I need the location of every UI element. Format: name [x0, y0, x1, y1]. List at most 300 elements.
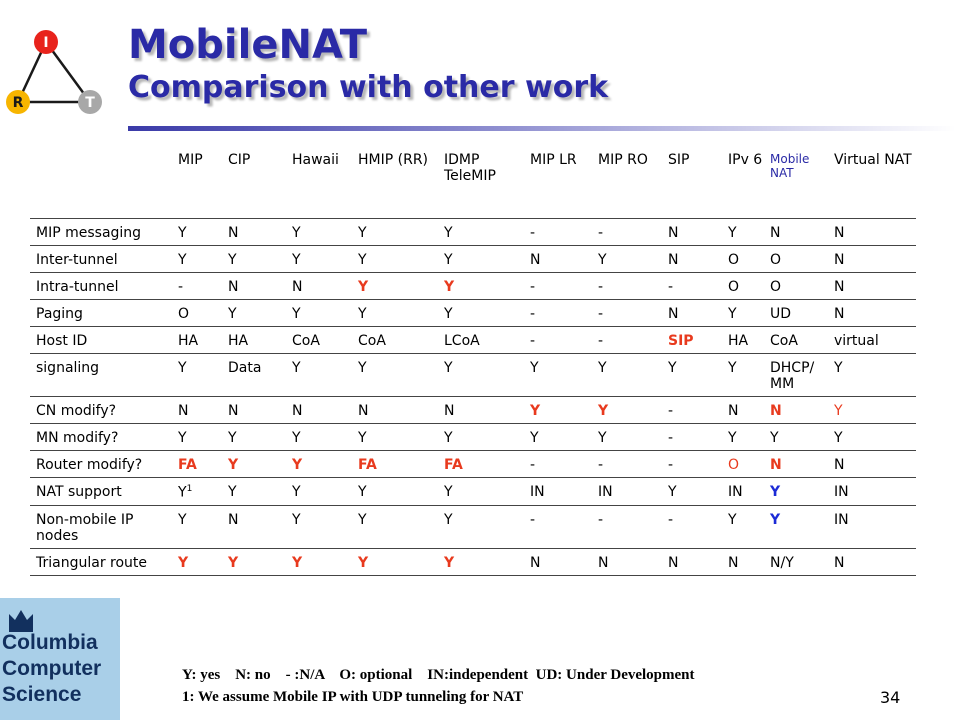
table-cell [832, 327, 916, 354]
cell-value: N [228, 403, 239, 419]
table-cell [226, 246, 290, 273]
table-cell [442, 397, 528, 424]
cell-value: N [770, 457, 782, 473]
cell-value: Y [292, 430, 301, 446]
cell-value: Y [728, 511, 737, 528]
cell-value: N [530, 554, 541, 571]
table-cell [768, 548, 832, 575]
table-cell [666, 219, 726, 246]
cell-value: - [668, 511, 674, 528]
cell-value: N [728, 554, 739, 571]
cell-value: O [770, 279, 782, 295]
comparison-table [30, 146, 916, 576]
table-row [30, 354, 916, 397]
slide-title [128, 22, 608, 108]
cell-value: Y [530, 360, 539, 376]
cell-value: Y [444, 279, 455, 295]
cell-value: - [668, 279, 674, 295]
cell-value: - [530, 457, 536, 473]
table-cell [226, 273, 290, 300]
table-cell [666, 354, 726, 397]
table-cell [768, 354, 832, 397]
table-cell [666, 300, 726, 327]
table-cell [442, 478, 528, 506]
footnote-marker: 1 [186, 484, 193, 494]
table-cell [726, 246, 768, 273]
table-cell [726, 397, 768, 424]
table-cell [726, 424, 768, 451]
cell-value: Y [530, 403, 541, 419]
cell-value: CoA [770, 333, 798, 349]
table-cell [290, 478, 356, 506]
table-cell [290, 273, 356, 300]
table-cell [596, 478, 666, 506]
table-cell [226, 505, 290, 548]
cell-value: Y [178, 484, 187, 501]
table-cell [726, 300, 768, 327]
cell-value: Y [598, 430, 607, 446]
table-cell [442, 548, 528, 575]
cell-value: Y [358, 360, 367, 376]
table-cell [442, 505, 528, 548]
table-cell [442, 354, 528, 397]
table-cell [666, 505, 726, 548]
table-row [30, 273, 916, 300]
table-cell [356, 478, 442, 506]
cell-value: Y [358, 252, 367, 268]
table-row [30, 548, 916, 575]
row-label: signaling [30, 354, 176, 397]
table-cell [176, 273, 226, 300]
cell-value: IN [728, 484, 743, 500]
table-cell [176, 424, 226, 451]
cell-value: N [228, 279, 239, 295]
cell-value: SIP [668, 333, 694, 349]
cell-value: Y [358, 225, 367, 241]
cell-value: - [598, 333, 604, 349]
table-cell [356, 354, 442, 397]
table-cell [356, 451, 442, 478]
table-cell [832, 548, 916, 575]
table-cell [768, 505, 832, 548]
table-row [30, 451, 916, 478]
table-cell [176, 505, 226, 548]
row-label: Non-mobile IP nodes [30, 505, 176, 548]
table-cell [726, 548, 768, 575]
cell-value: - [598, 279, 604, 295]
table-header-cell: Mobile NAT [768, 146, 832, 219]
cell-value: Y [668, 360, 677, 376]
table-cell [442, 451, 528, 478]
cell-value: Y [834, 430, 843, 446]
cell-value: - [598, 225, 604, 241]
table-cell [442, 246, 528, 273]
table-header-cell: IDMP TeleMIP [442, 146, 528, 219]
table-header-corner [30, 146, 176, 219]
table-cell [596, 219, 666, 246]
cell-value: - [530, 306, 536, 322]
table-cell [290, 451, 356, 478]
table-cell [666, 548, 726, 575]
table-row [30, 300, 916, 327]
crown-icon [6, 604, 36, 634]
cell-value: CoA [292, 333, 320, 349]
cell-value: Y [444, 225, 453, 241]
cell-value: Y [178, 225, 187, 241]
cell-value: N [770, 403, 782, 419]
cell-value: - [668, 457, 674, 473]
cell-value: - [178, 279, 184, 295]
table-cell [596, 451, 666, 478]
table-cell [528, 300, 596, 327]
cell-value: N/Y [770, 554, 794, 571]
table-cell [666, 451, 726, 478]
cell-value: N [728, 403, 739, 419]
row-label: Inter-tunnel [30, 246, 176, 273]
table-cell [726, 273, 768, 300]
table-cell [442, 300, 528, 327]
table-cell [596, 505, 666, 548]
cell-value: DHCP/ MM [770, 360, 815, 392]
cell-value: Y [358, 279, 369, 295]
cell-value: N [358, 403, 369, 419]
table-header-row [30, 146, 916, 219]
table-cell [226, 548, 290, 575]
table-header-cell: CIP [226, 146, 290, 219]
table-cell [596, 548, 666, 575]
cell-value: N [770, 225, 781, 241]
cell-value: N [668, 225, 679, 241]
table-cell [768, 451, 832, 478]
cell-value: O [770, 252, 782, 268]
cell-value: Y [358, 484, 367, 500]
table-cell [832, 246, 916, 273]
row-label: MIP messaging [30, 219, 176, 246]
table-cell [666, 424, 726, 451]
cell-value: IN [834, 484, 849, 500]
cell-value: N [668, 306, 679, 322]
table-cell [528, 354, 596, 397]
table-header-cell: MIP RO [596, 146, 666, 219]
table-cell [528, 451, 596, 478]
table-cell [176, 327, 226, 354]
cell-value: HA [728, 333, 749, 349]
cell-value: Y [834, 360, 843, 376]
logo-node-t-label: T [85, 95, 95, 111]
cell-value: - [598, 457, 604, 473]
cell-value: Y [668, 484, 677, 500]
cell-value: Y [728, 225, 737, 241]
cell-value: virtual [834, 333, 879, 349]
table-cell [832, 451, 916, 478]
table-cell [356, 424, 442, 451]
cell-value: LCoA [444, 333, 480, 349]
cell-value: Y [178, 252, 187, 268]
table-cell [356, 548, 442, 575]
legend-line-2: 1: We assume Mobile IP with UDP tunneling for NAT [182, 689, 524, 705]
cell-value: Y [358, 554, 369, 571]
cell-value: Y [292, 484, 301, 500]
table-cell [768, 478, 832, 506]
slide-title-sub: Comparison with other work [128, 70, 609, 105]
cell-value: Y [228, 306, 237, 322]
cell-value: Y [228, 484, 237, 500]
table-cell [442, 424, 528, 451]
cell-value: Y [598, 252, 607, 268]
cell-value: Y [444, 306, 453, 322]
table-cell [226, 478, 290, 506]
table-cell [528, 273, 596, 300]
table-header-cell: Hawaii [290, 146, 356, 219]
cell-value: Y [292, 252, 301, 268]
cell-value: Y [178, 511, 187, 528]
cell-value: Y [444, 554, 455, 571]
cell-value: - [530, 511, 536, 528]
cell-value: Y [178, 554, 189, 571]
table-cell [356, 300, 442, 327]
cell-value: Y [228, 430, 237, 446]
slide-title-main: MobileNAT [128, 22, 368, 68]
cell-value: Y [292, 554, 303, 571]
table-header-cell: SIP [666, 146, 726, 219]
table-row [30, 219, 916, 246]
table-header-cell: IPv 6 [726, 146, 768, 219]
table-cell [528, 424, 596, 451]
table-cell [290, 397, 356, 424]
cell-value: O [728, 279, 740, 295]
cell-value: Y [228, 457, 239, 473]
row-label: CN modify? [30, 397, 176, 424]
table-cell [290, 505, 356, 548]
table-cell [726, 327, 768, 354]
table-cell [226, 397, 290, 424]
table-cell [832, 397, 916, 424]
cell-value: Y [228, 554, 239, 571]
cell-value: IN [598, 484, 613, 500]
cell-value: FA [444, 457, 463, 473]
table-cell [356, 327, 442, 354]
table-row [30, 327, 916, 354]
cell-value: Y [444, 511, 453, 528]
cell-value: N [834, 252, 845, 268]
table-cell [726, 451, 768, 478]
cell-value: O [728, 252, 740, 268]
legend-line-1: Y: yes N: no - :N/A O: optional IN:independent UD: Under Development [182, 667, 695, 683]
cell-value: Y [292, 306, 301, 322]
cell-value: Y [834, 403, 843, 419]
table-cell [596, 424, 666, 451]
table-cell [176, 246, 226, 273]
table-cell [290, 354, 356, 397]
cell-value: - [530, 225, 536, 241]
table-cell [290, 548, 356, 575]
cu-logo-line-2: Computer [2, 657, 102, 680]
table-cell [226, 300, 290, 327]
cell-value: Y [292, 511, 301, 528]
table-header-cell: MIP LR [528, 146, 596, 219]
table-cell [176, 300, 226, 327]
table-cell [666, 478, 726, 506]
row-label: Paging [30, 300, 176, 327]
cell-value: N [834, 306, 845, 322]
table-cell [832, 273, 916, 300]
table-cell [290, 300, 356, 327]
table-cell [528, 397, 596, 424]
cell-value: - [598, 511, 604, 528]
table-cell [768, 424, 832, 451]
table-cell [442, 219, 528, 246]
page-number: 34 [880, 688, 901, 707]
table-cell [528, 219, 596, 246]
cell-value: Y [228, 252, 237, 268]
table-header-cell: HMIP (RR) [356, 146, 442, 219]
table-cell [226, 219, 290, 246]
row-label: MN modify? [30, 424, 176, 451]
cell-value: - [598, 306, 604, 322]
cell-value: N [292, 279, 303, 295]
cell-value: Data [228, 360, 262, 376]
table-cell [768, 219, 832, 246]
columbia-cs-logo [0, 598, 120, 720]
table-header-cell: MIP [176, 146, 226, 219]
cell-value: Y [728, 306, 737, 322]
table-cell [226, 451, 290, 478]
table-cell [356, 273, 442, 300]
table-cell [290, 327, 356, 354]
cell-value: - [668, 430, 674, 446]
cell-value: - [530, 279, 536, 295]
table-cell [666, 327, 726, 354]
cell-value: N [530, 252, 541, 268]
cell-value: N [834, 457, 845, 473]
table-cell [290, 219, 356, 246]
cell-value: Y [770, 430, 779, 446]
table-cell [768, 397, 832, 424]
table-cell [356, 505, 442, 548]
cell-value: N [834, 554, 845, 571]
cell-value: IN [834, 511, 849, 528]
table-cell [528, 246, 596, 273]
table-cell [528, 505, 596, 548]
row-label: Host ID [30, 327, 176, 354]
cell-value: Y [358, 430, 367, 446]
cell-value: Y [444, 252, 453, 268]
cell-value: Y [598, 360, 607, 376]
cell-value: Y [358, 511, 367, 528]
cell-value: Y [770, 484, 781, 500]
cell-value: Y [292, 360, 301, 376]
table-cell [356, 219, 442, 246]
table-cell [666, 246, 726, 273]
table-cell [726, 354, 768, 397]
row-label: Triangular route [30, 548, 176, 575]
table-cell [768, 300, 832, 327]
table-cell [726, 478, 768, 506]
table-cell [832, 424, 916, 451]
cell-value: Y [598, 403, 609, 419]
cell-value: FA [358, 457, 377, 473]
cell-value: IN [530, 484, 545, 500]
logo-node-r-label: R [12, 95, 24, 111]
cell-value: CoA [358, 333, 386, 349]
table-cell [176, 478, 226, 506]
table-cell [176, 219, 226, 246]
table-cell [596, 300, 666, 327]
cell-value: Y [292, 457, 303, 473]
table-row [30, 246, 916, 273]
table-cell [528, 478, 596, 506]
table-cell [226, 327, 290, 354]
row-label: Intra-tunnel [30, 273, 176, 300]
table-cell [832, 505, 916, 548]
cell-value: FA [178, 457, 197, 473]
cell-value: N [598, 554, 609, 571]
table-cell [356, 246, 442, 273]
table-cell [768, 273, 832, 300]
table-cell [226, 424, 290, 451]
table-cell [596, 273, 666, 300]
table-cell [176, 451, 226, 478]
title-underline [128, 126, 956, 131]
table-row [30, 478, 916, 506]
table-row [30, 397, 916, 424]
table-cell [768, 327, 832, 354]
cell-value: N [228, 511, 239, 528]
table-cell [832, 354, 916, 397]
table-cell [176, 354, 226, 397]
cell-value: N [178, 403, 189, 419]
table-body [30, 219, 916, 576]
table-cell [442, 327, 528, 354]
table-cell [290, 424, 356, 451]
cell-value: O [178, 306, 190, 322]
cell-value: Y [444, 484, 453, 500]
table-cell [596, 327, 666, 354]
irt-triangle-logo [4, 30, 114, 130]
cell-value: HA [178, 333, 199, 349]
cell-value: Y [728, 430, 737, 446]
table-row [30, 424, 916, 451]
table-row [30, 505, 916, 548]
cell-value: Y [292, 225, 301, 241]
table-cell [832, 478, 916, 506]
cell-value: O [728, 457, 740, 473]
cell-value: N [444, 403, 455, 419]
table-cell [666, 397, 726, 424]
cell-value: Y [444, 360, 453, 376]
cell-value: Y [728, 360, 737, 376]
cell-value: Y [178, 360, 187, 376]
cell-value: Y [530, 430, 539, 446]
table-cell [596, 397, 666, 424]
table-cell [832, 219, 916, 246]
table-cell [226, 354, 290, 397]
cell-value: N [668, 252, 679, 268]
cell-value: Y [444, 430, 453, 446]
cell-value: N [834, 279, 845, 295]
table-cell [290, 246, 356, 273]
cell-value: UD [770, 306, 792, 322]
cell-value: - [530, 333, 536, 349]
cell-value: N [834, 225, 845, 241]
cell-value: - [668, 403, 674, 419]
table-cell [726, 219, 768, 246]
cell-value: N [668, 554, 679, 571]
table-cell [768, 246, 832, 273]
row-label: NAT support [30, 478, 176, 506]
table-cell [176, 548, 226, 575]
table-cell [596, 354, 666, 397]
